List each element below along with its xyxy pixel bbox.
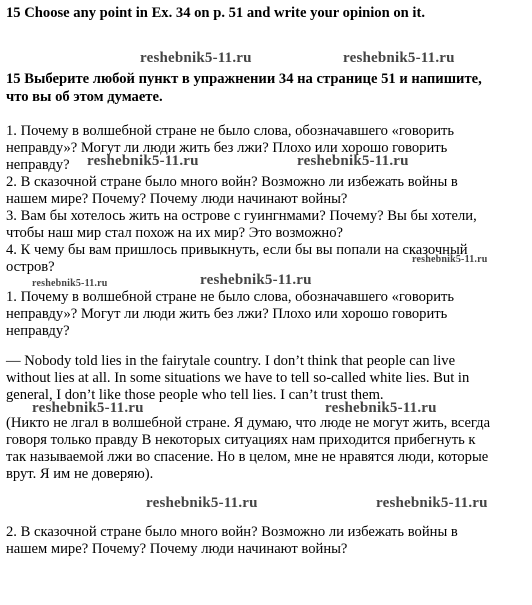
question-2-line-1: 2. В сказочной стране было много войн? Возможно ли избежать войны в <box>6 174 458 190</box>
question-4-line-1: 4. К чему бы вам пришлось привыкнуть, если бы вы попали на сказочный <box>6 242 468 258</box>
question-3-line-2: чтобы наш мир стал похож на их мир? Это возможно? <box>6 225 343 241</box>
next-question-line-2: нашем мире? Почему? Почему люди начинают войны? <box>6 541 348 557</box>
answer-question-line-2: неправду»? Могут ли люди жить без лжи? Плохо или хорошо говорить <box>6 306 448 322</box>
question-1-line-3: неправду? <box>6 157 70 173</box>
question-1-line-2: неправду»? Могут ли люди жить без лжи? Плохо или хорошо говорить <box>6 140 448 156</box>
question-3-line-1: 3. Вам бы хотелось жить на острове с гуингнмами? Почему? Вы бы хотели, <box>6 208 477 224</box>
watermark: reshebnik5-11.ru <box>200 272 312 288</box>
question-4-line-2: остров? <box>6 259 55 275</box>
exercise-heading-ru-line1: 15 Выберите любой пункт в упражнении 34 на странице 51 и напишите, <box>6 71 482 87</box>
watermark: reshebnik5-11.ru <box>32 278 108 289</box>
watermark: reshebnik5-11.ru <box>343 50 455 66</box>
answer-en-line-1: — Nobody told lies in the fairytale country. I don’t think that people can live <box>6 353 456 369</box>
answer-ru-line-1: (Никто не лгал в волшебной стране. Я думаю, что люде не могут жить, всегда <box>6 415 491 431</box>
next-question-line-1: 2. В сказочной стране было много войн? Возможно ли избежать войны в <box>6 524 458 540</box>
exercise-heading-en: 15 Choose any point in Ex. 34 on p. 51 and write your opinion on it. <box>6 5 425 21</box>
question-2-line-2: нашем мире? Почему? Почему люди начинают войны? <box>6 191 348 207</box>
watermark: reshebnik5-11.ru <box>87 153 199 169</box>
watermark: reshebnik5-11.ru <box>140 50 252 66</box>
answer-en-line-3: general, I don’t like those people who tell lies. I can’t trust them. <box>6 387 384 403</box>
answer-question-line-1: 1. Почему в волшебной стране не было слова, обозначавшего «говорить <box>6 289 455 305</box>
answer-ru-line-2: говоря только правду В некоторых ситуациях нам приходится прибегнуть к <box>6 432 476 448</box>
watermark: reshebnik5-11.ru <box>297 153 409 169</box>
watermark: reshebnik5-11.ru <box>146 495 258 511</box>
answer-ru-line-3: так называемой лжи во спасение. Но в целом, мне не нравятся люди, которые <box>6 449 489 465</box>
watermark: reshebnik5-11.ru <box>32 400 144 416</box>
answer-question-line-3: неправду? <box>6 323 70 339</box>
answer-en-line-2: without lies at all. In some situations we have to tell so-called white lies. But in <box>6 370 470 386</box>
watermark: reshebnik5-11.ru <box>376 495 488 511</box>
question-1-line-1: 1. Почему в волшебной стране не было слова, обозначавшего «говорить <box>6 123 455 139</box>
watermark: reshebnik5-11.ru <box>412 254 488 265</box>
watermark: reshebnik5-11.ru <box>325 400 437 416</box>
exercise-heading-ru-line2: что вы об этом думаете. <box>6 89 163 105</box>
answer-ru-line-4: врут. Я им не доверяю). <box>6 466 154 482</box>
